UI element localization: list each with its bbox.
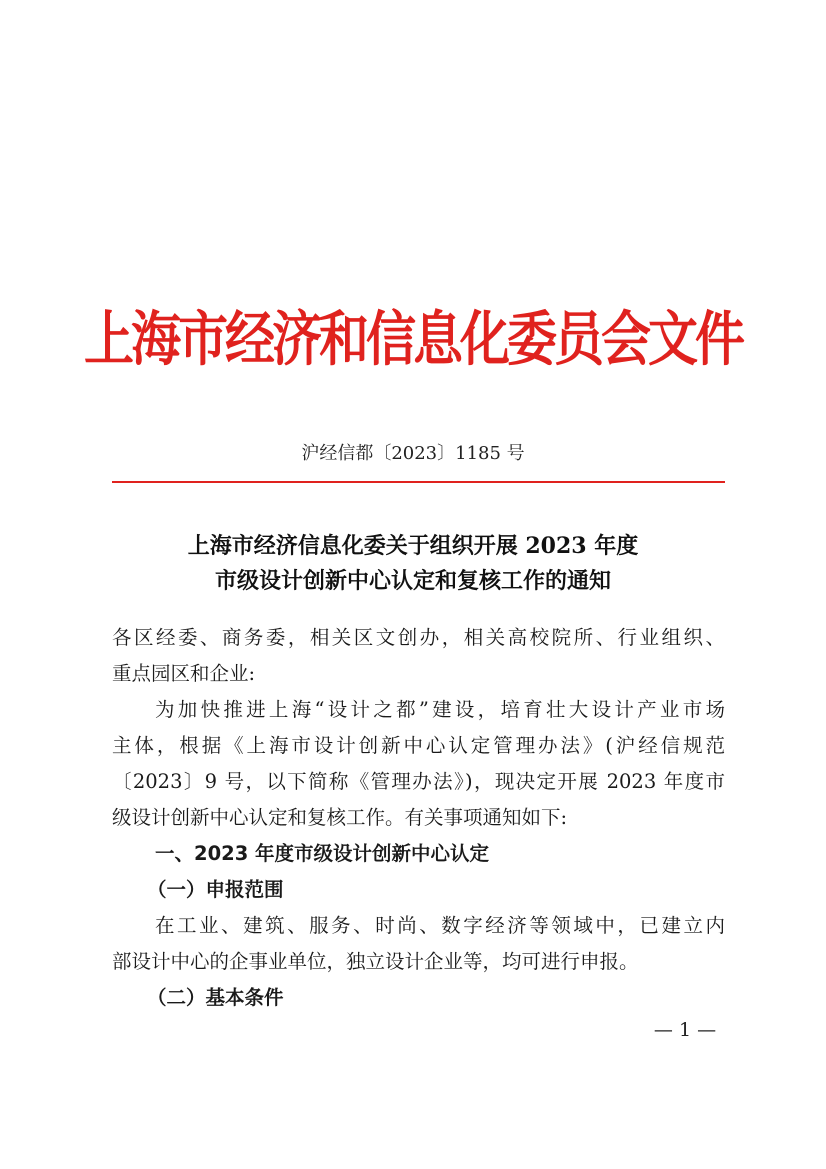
scope-line-2: 部设计中心的企事业单位，独立设计企业等，均可进行申报。 (112, 950, 639, 973)
intro-line-4: 级设计创新中心认定和复核工作。有关事项通知如下: (112, 806, 568, 829)
scope-line-1: 在工业、建筑、服务、时尚、数字经济等领域中，已建立内 (155, 914, 725, 937)
addressee-line-1: 各区经委、商务委，相关区文创办，相关高校院所、行业组织、 (112, 626, 725, 649)
subsection-heading-conditions: （二）基本条件 (147, 986, 284, 1009)
intro-line-3: 〔2023〕9 号，以下简称《管理办法》)，现决定开展 2023 年度市 (112, 770, 725, 793)
addressee-line-2: 重点园区和企业: (112, 662, 256, 685)
document-title-line-2: 市级设计创新中心认定和复核工作的通知 (214, 568, 611, 594)
document-number: 沪经信都〔2023〕1185 号 (301, 443, 525, 464)
page-number: — 1 — (653, 1019, 717, 1041)
document-title-line-1: 上海市经济信息化委关于组织开展 2023 年度 (187, 533, 639, 559)
intro-line-2: 主体，根据《上海市设计创新中心认定管理办法》(沪经信规范 (112, 734, 725, 757)
red-separator-line (112, 481, 725, 483)
issuing-authority-title: 上海市经济和信息化委员会文件 (84, 303, 742, 374)
intro-line-1: 为加快推进上海“设计之都”建设，培育壮大设计产业市场 (155, 698, 725, 721)
subsection-heading-scope: （一）申报范围 (147, 878, 284, 901)
section-heading-1: 一、2023 年度市级设计创新中心认定 (155, 842, 490, 865)
